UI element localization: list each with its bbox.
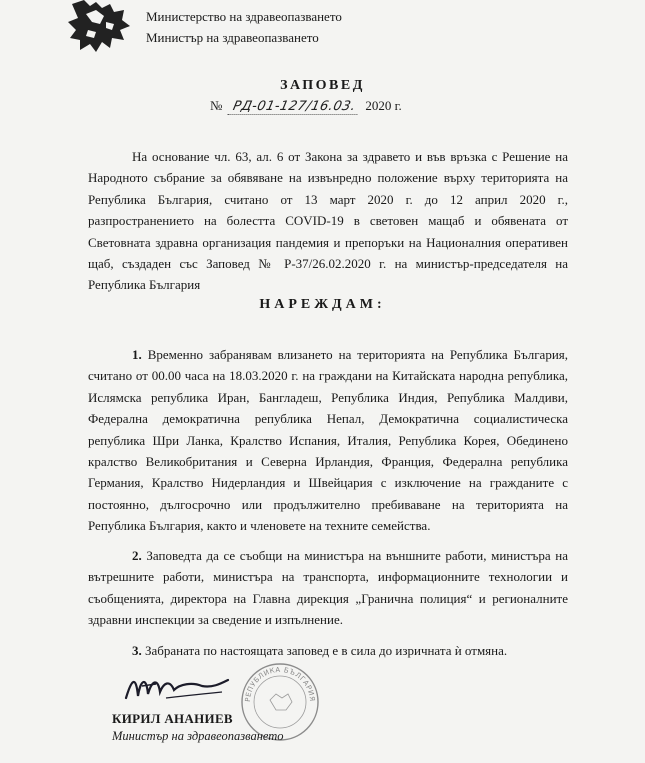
point-1	[88, 344, 568, 537]
point-text: Забраната по настоящата заповед е в сила до изричната ѝ отмяна.	[145, 643, 508, 658]
point-number: 3.	[132, 643, 142, 658]
number-sign: №	[210, 98, 223, 113]
order-title: ЗАПОВЕД	[280, 78, 365, 93]
point-2	[88, 545, 568, 631]
handwritten-order-number: РД-01-127/16.03.	[227, 99, 361, 115]
ministry-header	[146, 6, 342, 48]
handwritten-signature	[122, 668, 232, 708]
svg-text:РЕПУБЛИКА БЪЛГАРИЯ: РЕПУБЛИКА БЪЛГАРИЯ	[243, 665, 317, 703]
ministry-name: Министерство на здравеопазването	[146, 9, 342, 24]
point-text: Заповедта да се съобщи на министъра на външните работи, министъра на вътрешните работи, министъра на транспорта, информационните технологии и съобщенията, директора на Главна дирекция „Гранична полиция“ и регионалните здравни инспекции за сведение и изпълнение.	[88, 548, 569, 628]
point-number: 2.	[132, 548, 142, 563]
signer-title: Министър на здравеопазването	[112, 729, 284, 743]
directive-heading: НАРЕЖДАМ:	[259, 297, 386, 312]
intro-paragraph: На основание чл. 63, ал. 6 от Закона за здравето и във връзка с Решение на Народното събрание за обявяване на извънредно положение върху територията на Република България, считано от 13 март 2020 г. до 12 април 2020 г., разпространението на болестта COVID-19 в световен мащаб и обявената от Световната здравна организация пандемия и препоръки на Националния оперативен щаб, създаден със Заповед № Р-37/26.02.2020 г. на министър-председателя на Република България	[88, 149, 568, 293]
lion-crest-icon	[66, 0, 134, 56]
order-year: 2020 г.	[365, 98, 402, 113]
signer-name: КИРИЛ АНАНИЕВ	[112, 711, 233, 726]
point-text: Временно забранявам влизането на територията на Република България, считано от 00.00 часа на 18.03.2020 г. на граждани на Китайската народна република, Ислямска република Иран, Бангладеш, Република Индия, Република Малдиви, Федерална демократична република Непал, Демократична социалистическа република Шри Ланка, Кралство Испания, Италия, Република Корея, Обединено кралство Великобритания и Северна Ирландия, Франция, Федерална република Германия, Кралство Нидерландия и Швейцария с изключение на гражданите с постоянно, дългосрочно или продължително пребиваване на територията на Република България, както и членовете на техните семейства.	[88, 347, 569, 534]
order-number-line	[210, 98, 470, 115]
point-3	[88, 640, 568, 661]
minister-title-header: Министър на здравеопазването	[146, 30, 319, 45]
point-number: 1.	[132, 347, 142, 362]
